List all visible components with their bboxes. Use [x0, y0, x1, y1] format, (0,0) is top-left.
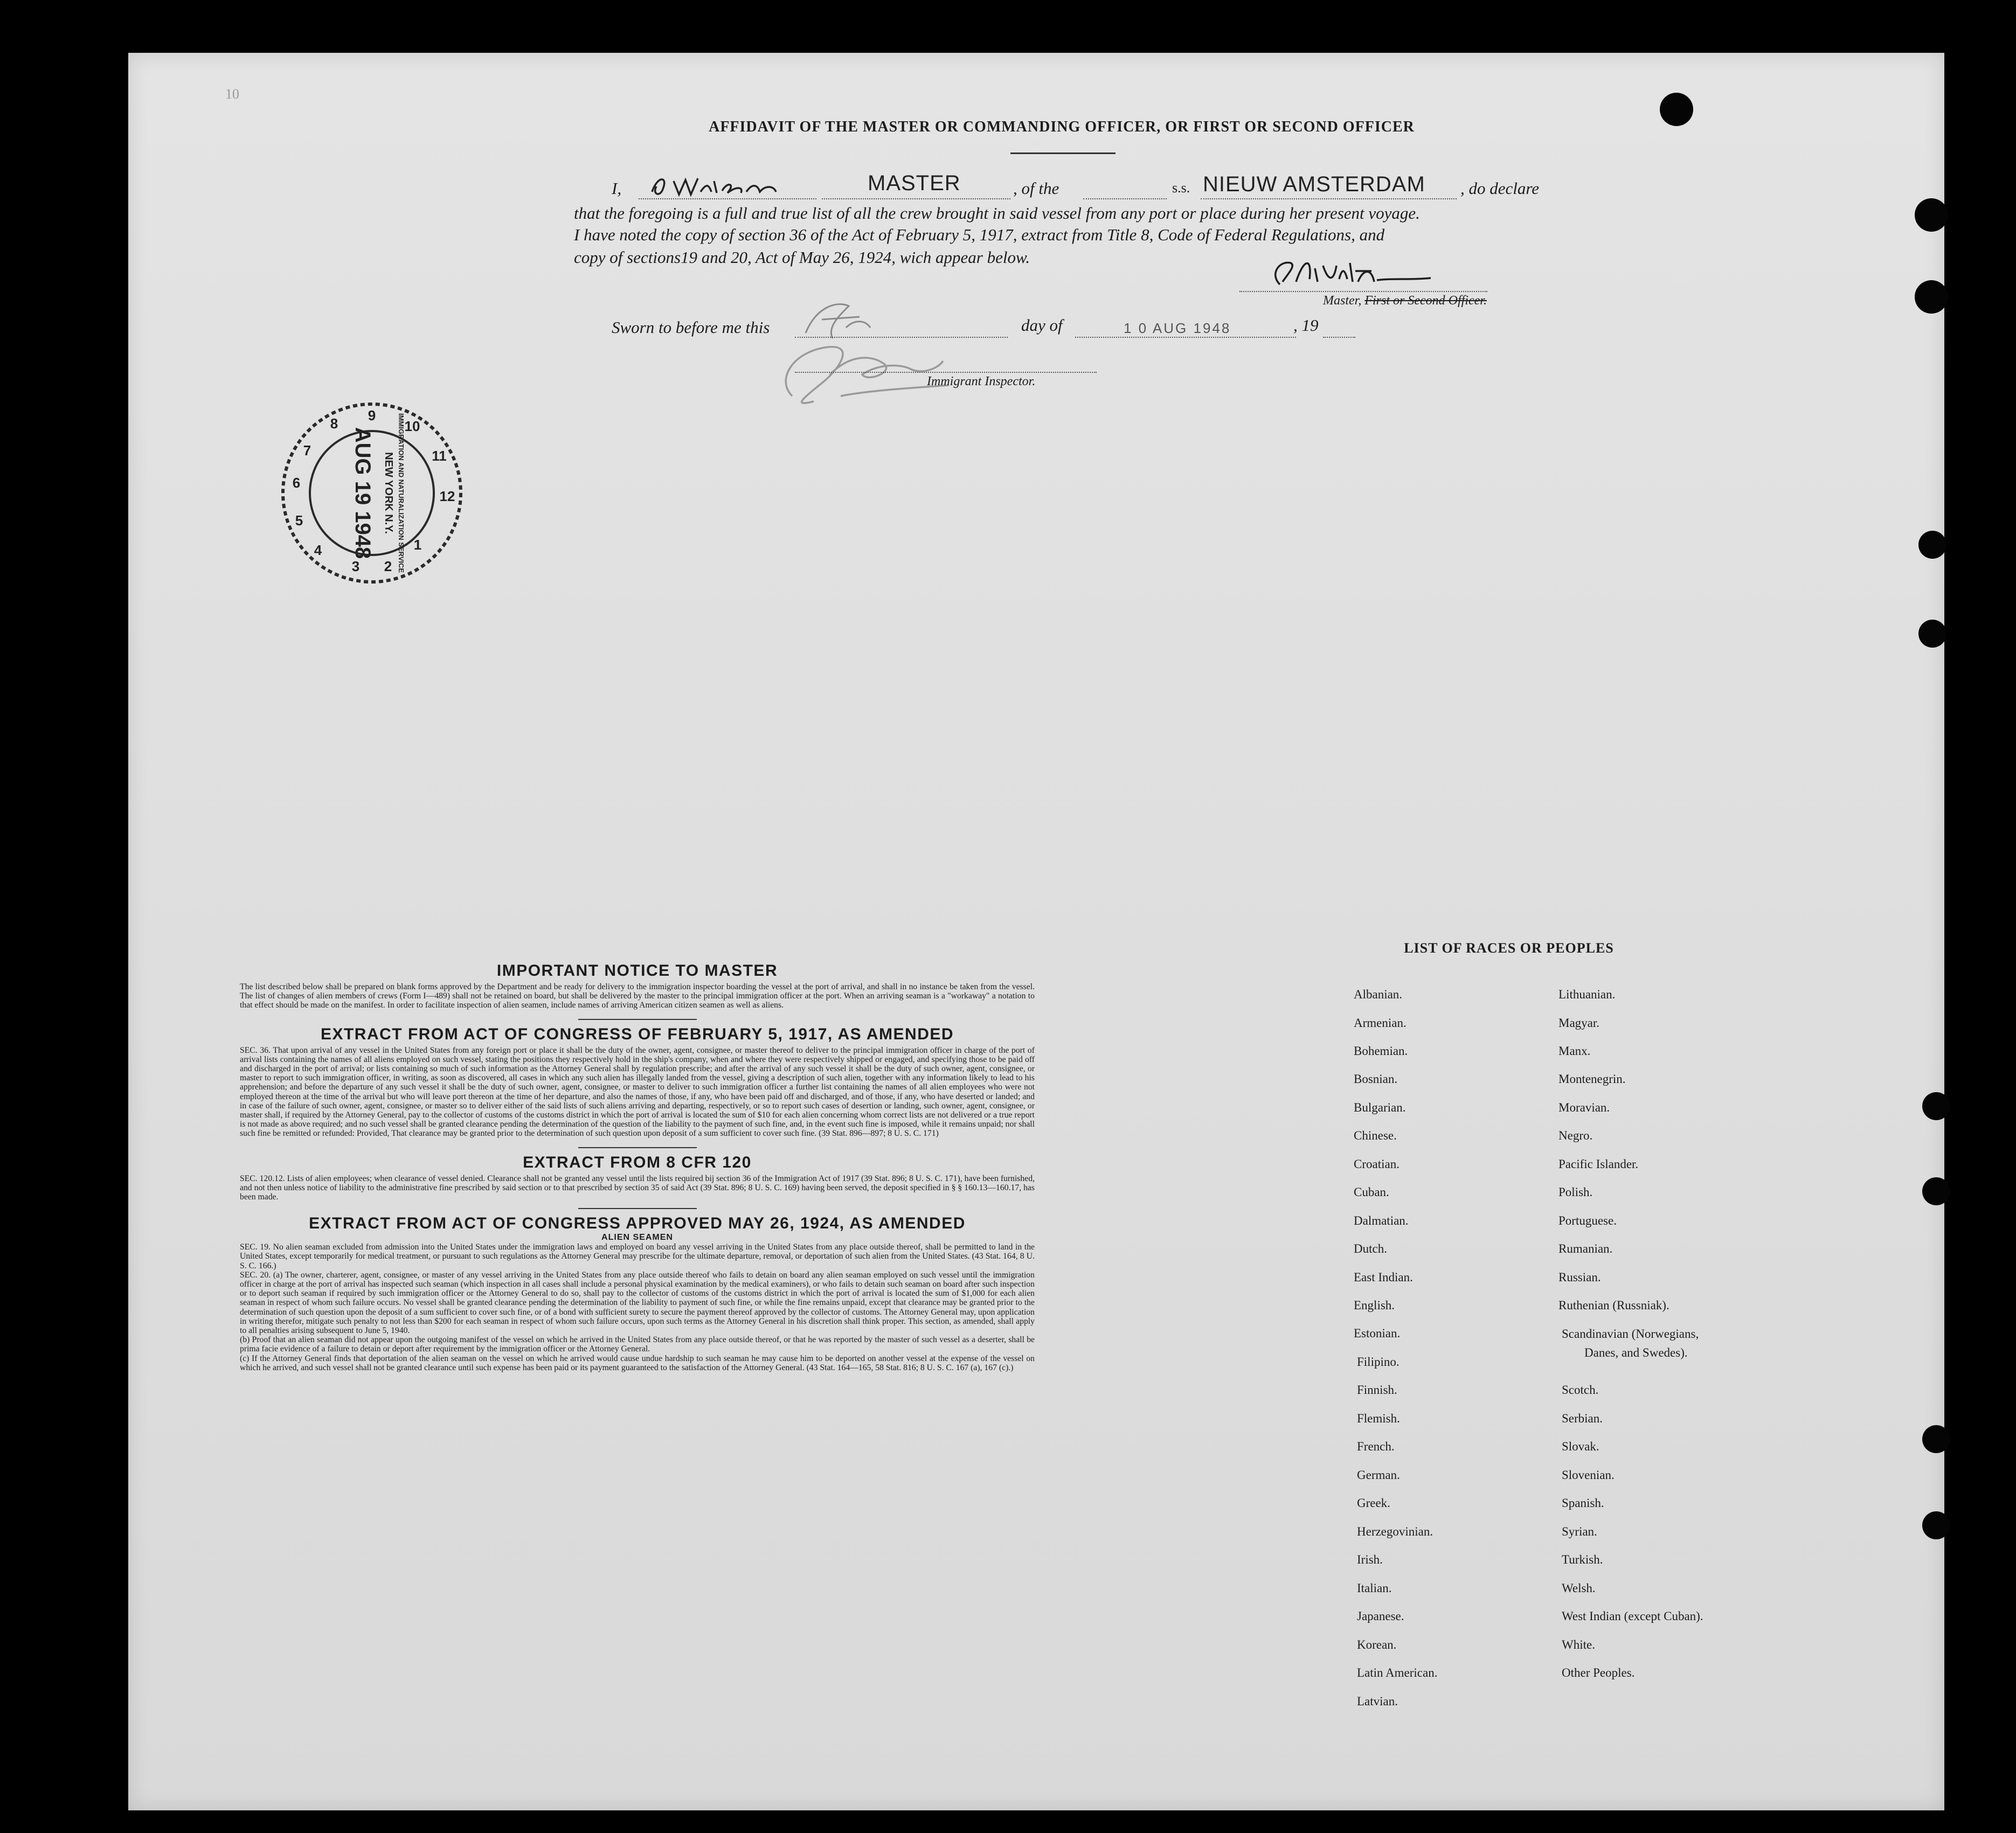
master-caption: [1323, 294, 1487, 308]
sec-20b-text: (b) Proof that an alien seaman did not appear upon the outgoing manifest of the vessel on which he arrived in the United States from any place outside thereof, or that he was reported by the master of such vessel as a deserter, shall be prima facie evidence of a failure to detain or deport after requirement by the immigration officer or the Attorney General.: [240, 1335, 1035, 1354]
ss-prefix: s.s.: [1172, 180, 1190, 196]
race-item: Filipino.: [1357, 1355, 1400, 1369]
race-item: Japanese.: [1357, 1609, 1404, 1623]
race-item: Cuban.: [1354, 1185, 1389, 1199]
race-item: Syrian.: [1562, 1525, 1597, 1538]
stamp-num: 10: [404, 418, 420, 434]
race-item: Pacific Islander.: [1558, 1157, 1639, 1171]
stamp-num: 4: [314, 542, 322, 558]
affidavit-line-4: copy of sections19 and 20, Act of May 26, 1924, wich appear below.: [574, 248, 1030, 267]
race-item: Bosnian.: [1354, 1072, 1398, 1086]
race-item: Armenian.: [1354, 1016, 1407, 1030]
year-prefix: , 19: [1293, 316, 1319, 335]
sworn-text: Sworn to before me this: [612, 318, 770, 337]
affidavit-line-1: [612, 179, 621, 198]
notice-title: IMPORTANT NOTICE TO MASTER: [496, 962, 778, 980]
race-item: Other Peoples.: [1562, 1666, 1635, 1679]
sec-20c-text: (c) If the Attorney General finds that deportation of the alien seaman on the vessel on which he arrived would cause undue hardship to such seaman he may cause him to be deported on another vessel at the expense of the vessel on which he arrived, and such vessel shall not be granted clearance until such expense has been paid or its payment guaranteed to the satisfaction of the Attorney General. (43 Stat. 164—165, 58 Stat. 816; 8 U. S. C. 167 (a), 167 (c).): [240, 1353, 1035, 1372]
of-the-text: , of the: [1013, 179, 1059, 198]
notice-paragraph: The list described below shall be prepared on blank forms approved by the Department and be ready for delivery to the immigration inspector boarding the vessel at the port of arrival, and shall in no instance be taken from the vessel. The list of changes of alien members of crews (Form I—489) shall not be retained on board, but shall be delivered by the master to the principal immigration officer at the port. When an arriving seaman is a "workaway" a notation to that effect should be made on the manifest. In order to facilitate inspection of alien seamen, include names of arriving American citizen seamen as well as aliens.: [240, 982, 1035, 1010]
stamp-agency: IMMIGRATION AND NATURALIZATION SERVICE: [397, 413, 405, 573]
race-item: Greek.: [1357, 1496, 1390, 1510]
stamp-date: AUG 19 1948: [351, 427, 375, 559]
race-item: Latvian.: [1357, 1695, 1398, 1708]
extract-1917-title: EXTRACT FROM ACT OF CONGRESS OF FEBRUARY 5, 1917, AS AMENDED: [320, 1025, 954, 1043]
notice-section: [240, 962, 1035, 1372]
race-item: Croatian.: [1354, 1157, 1400, 1171]
section-divider: [578, 1019, 697, 1020]
race-item: French.: [1357, 1440, 1395, 1453]
extract-1917-text: SEC. 36. That upon arrival of any vessel in the United States from any foreign port or place it shall be the duty of the owner, agent, consignee, or master thereof to deliver to the principal immigration officer in charge of the port of arrival lists containing the names of all aliens employed on such vessel, stating the positions they respectively hold in the ship's company, when and where they were respectively shipped or engaged, and specifying those to be paid off and discharged in the port of arrival; or lists containing so much of such information as the Attorney General shall by regulation prescribe; and after the arrival of any such vessel it shall be the duty of such owner, agent, consignee, or master to report to such immigration officer, in writing, as soon as discovered, all cases in which any such alien has illegally landed from the vessel, giving a description of such alien, together with any information likely to lead to his apprehension; and before the departure of any such vessel it shall be the duty of such owner, agent, consignee, or master to deliver to such immigration officer a further list containing the names of all alien employees who were not employed thereon at the time of the arrival but who will leave port thereon at the time of her departure, and also the names of those, if any, who have been paid off and discharged, and of those, if any, who have deserted or landed; and in case of the failure of such owner, agent, consignee, or master so to deliver either of the said lists of such aliens arriving and departing, respectively, or so to report such cases of desertion or landing, such owner, agent, consignee, or master shall, if required by the Attorney General, pay to the collector of customs of the customs district in which the port of arrival is located the sum of $10 for each alien concerning whom correct lists are not delivered or a true report is not made as above required; and no such vessel shall be granted clearance pending the determination of the question of the liability to the payment of such fine, and, in the event such fine is imposed, while it remains unpaid; nor shall such fine be remitted or refunded: Provided, That clearance may be granted prior to the determination of such question upon deposit of a sum sufficient to cover such fine. (39 Stat. 896—897; 8 U. S. C. 171): [240, 1045, 1035, 1138]
day-of-text: day of: [1021, 316, 1063, 335]
race-item: West Indian (except Cuban).: [1562, 1609, 1703, 1623]
sec-20a-text: SEC. 20. (a) The owner, charterer, agent, consignee, or master of any vessel arriving in the United States from any place outside thereof who fails to detain on board any alien seaman employed on such vessel until the immigration officer in charge at the port of arrival has inspected such seaman (which inspection in all cases shall include a personal physical examination by the medical examiners), or who fails to detain such seaman on board after such inspection or to deport such seaman if required by such immigration officer or the Attorney General to do so, shall pay to the collector of customs of the customs district in which the port of arrival is located the sum of $1,000 for each alien seaman in respect of whom such failure occurs. No vessel shall be granted clearance pending the determination of the liability to payment of such fine, or while the fine remains unpaid, except that clearance may be granted prior to the determination of such question upon the deposit of a sum sufficient to cover such fine, or of a bond with sufficient surety to secure the payment thereof approved by the collector of customs. The Attorney General may, upon application in writing therefor, mitigate such penalty to not less than $200 for each seaman in respect of whom such failure occurs, upon such terms as the Attorney General in his discretion shall think proper. This section, as amended, shall apply to all penalties arising subsequent to June 5, 1940.: [240, 1270, 1035, 1336]
stamp-num: 1: [413, 537, 422, 553]
race-item: Rumanian.: [1558, 1242, 1613, 1255]
officer-signature: [647, 170, 798, 203]
master-signature: [1264, 252, 1442, 295]
extract-cfr-title: EXTRACT FROM 8 CFR 120: [523, 1153, 752, 1171]
race-item: Ruthenian (Russniak).: [1558, 1299, 1669, 1312]
affidavit-line-3: I have noted the copy of section 36 of the Act of February 5, 1917, extract from Title 8, Code of Federal Regulations, and: [574, 225, 1385, 244]
race-item: Slovak.: [1562, 1440, 1599, 1453]
rank-field-line: [822, 198, 1010, 199]
master-label: Master,: [1323, 294, 1365, 308]
punch-hole: [1922, 1425, 1950, 1453]
race-item: Estonian.: [1354, 1327, 1401, 1340]
alien-seamen-subtitle: ALIEN SEAMEN: [601, 1233, 673, 1242]
stamp-num: 7: [303, 442, 311, 459]
sec-19-text: SEC. 19. No alien seaman excluded from admission into the United States under the immigration laws and employed on board any vessel arriving in the United States from any place outside thereof, shall be permitted to land in the United States, except temporarily for medical treatment, or pursuant to such regulations as the Attorney General may prescribe for the ultimate departure, removal, or deportation of such alien from the United States. (43 Stat. 164, 8 U. S. C. 166.): [240, 1242, 1035, 1270]
race-item: Dalmatian.: [1354, 1214, 1409, 1227]
race-item: Slovenian.: [1562, 1468, 1615, 1482]
race-item: Italian.: [1357, 1581, 1392, 1595]
race-item: Spanish.: [1562, 1496, 1604, 1510]
punch-hole: [1922, 1511, 1950, 1539]
races-title: LIST OF RACES OR PEOPLES: [1404, 940, 1614, 956]
punch-hole: [1922, 1177, 1950, 1205]
stamp-num: 9: [368, 407, 376, 423]
race-item: Magyar.: [1558, 1016, 1600, 1030]
race-item: German.: [1357, 1468, 1400, 1482]
race-item: Portuguese.: [1558, 1214, 1617, 1227]
race-item: Serbian.: [1562, 1412, 1603, 1425]
struck-officer-label: First or Second Officer.: [1364, 294, 1487, 308]
race-item: Bulgarian.: [1354, 1101, 1406, 1114]
stamp-num: 12: [439, 488, 455, 504]
race-item: Russian.: [1558, 1270, 1601, 1284]
stamp-num: 3: [351, 558, 360, 574]
vessel-field-line: [1201, 198, 1457, 199]
affidavit-title: AFFIDAVIT OF THE MASTER OR COMMANDING OFFICER, OR FIRST OR SECOND OFFICER: [709, 119, 1415, 135]
punch-hole: [1660, 93, 1693, 126]
stamp-num: 11: [432, 448, 447, 464]
inspector-caption: Immigrant Inspector.: [927, 374, 1036, 388]
corner-mark: 10: [225, 86, 239, 102]
punch-hole: [1918, 620, 1946, 648]
race-item: Scandinavian (Norwegians,: [1562, 1327, 1699, 1341]
race-item: East Indian.: [1354, 1270, 1413, 1284]
date-field-line: [1075, 337, 1296, 338]
stamp-num: 8: [330, 415, 338, 432]
master-signature-line: [1239, 291, 1487, 292]
immigration-stamp: [280, 401, 463, 585]
race-item: Welsh.: [1562, 1581, 1596, 1595]
vessel-prefix-line: [1083, 198, 1167, 199]
vessel-name: NIEUW AMSTERDAM: [1203, 172, 1425, 196]
section-divider: [578, 1208, 697, 1209]
extract-1924-title: EXTRACT FROM ACT OF CONGRESS APPROVED MAY 26, 1924, AS AMENDED: [309, 1214, 966, 1233]
name-field-line: [639, 198, 816, 199]
do-declare-text: , do declare: [1460, 179, 1540, 198]
race-item: Flemish.: [1357, 1412, 1400, 1425]
race-item: English.: [1354, 1299, 1395, 1312]
punch-hole: [1922, 1092, 1950, 1120]
race-item: Danes, and Swedes).: [1584, 1346, 1688, 1359]
race-item: Albanian.: [1354, 988, 1403, 1001]
date-stamp: 1 0 AUG 1948: [1124, 320, 1231, 336]
punch-hole: [1915, 198, 1948, 232]
race-item: Finnish.: [1357, 1383, 1397, 1397]
punch-hole: [1915, 280, 1948, 314]
race-item: White.: [1562, 1638, 1595, 1651]
title-divider: [1010, 152, 1116, 154]
race-item: Latin American.: [1357, 1666, 1438, 1679]
race-item: Polish.: [1558, 1185, 1593, 1199]
year-field-line: [1323, 337, 1355, 338]
punch-hole: [1918, 531, 1946, 559]
race-item: Lithuanian.: [1558, 988, 1616, 1001]
race-item: Bohemian.: [1354, 1044, 1408, 1058]
race-item: Moravian.: [1558, 1101, 1610, 1114]
race-item: Irish.: [1357, 1553, 1383, 1566]
race-item: Scotch.: [1562, 1383, 1599, 1397]
race-item: Manx.: [1558, 1044, 1591, 1058]
race-item: Turkish.: [1562, 1553, 1603, 1566]
stamp-city: NEW YORK N.Y.: [383, 452, 394, 534]
race-item: Montenegrin.: [1558, 1072, 1626, 1086]
rank-value: MASTER: [868, 171, 961, 195]
pronoun-i: I,: [612, 179, 622, 198]
stamp-num: 2: [384, 558, 392, 574]
race-item: Dutch.: [1354, 1242, 1387, 1255]
race-item: Chinese.: [1354, 1129, 1397, 1142]
race-item: Negro.: [1558, 1129, 1593, 1142]
race-item: Korean.: [1357, 1638, 1397, 1651]
section-divider: [578, 1147, 697, 1148]
extract-cfr-text: SEC. 120.12. Lists of alien employees; when clearance of vessel denied. Clearance shall not be granted any vessel until the lists required bij section 36 of the Immigration Act of 1917 (39 Stat. 896; 8 U. S. C. 171), have been furnished, and not then unless notice of liability to the administrative fine prescribed by said section or to that prescribed by section 35 of said Act (39 Stat. 896; 8 U. S. C. 169) having been served, the deposit specified in § § 160.13—160.17, has been made.: [240, 1174, 1035, 1202]
race-item: Herzegovinian.: [1357, 1525, 1433, 1538]
affidavit-line-2: that the foregoing is a full and true list of all the crew brought in said vessel from any port or place during her present voyage.: [574, 204, 1420, 223]
stamp-num: 5: [295, 512, 303, 529]
inspector-signature-line: [795, 372, 1097, 373]
stamp-num: 6: [292, 475, 301, 491]
